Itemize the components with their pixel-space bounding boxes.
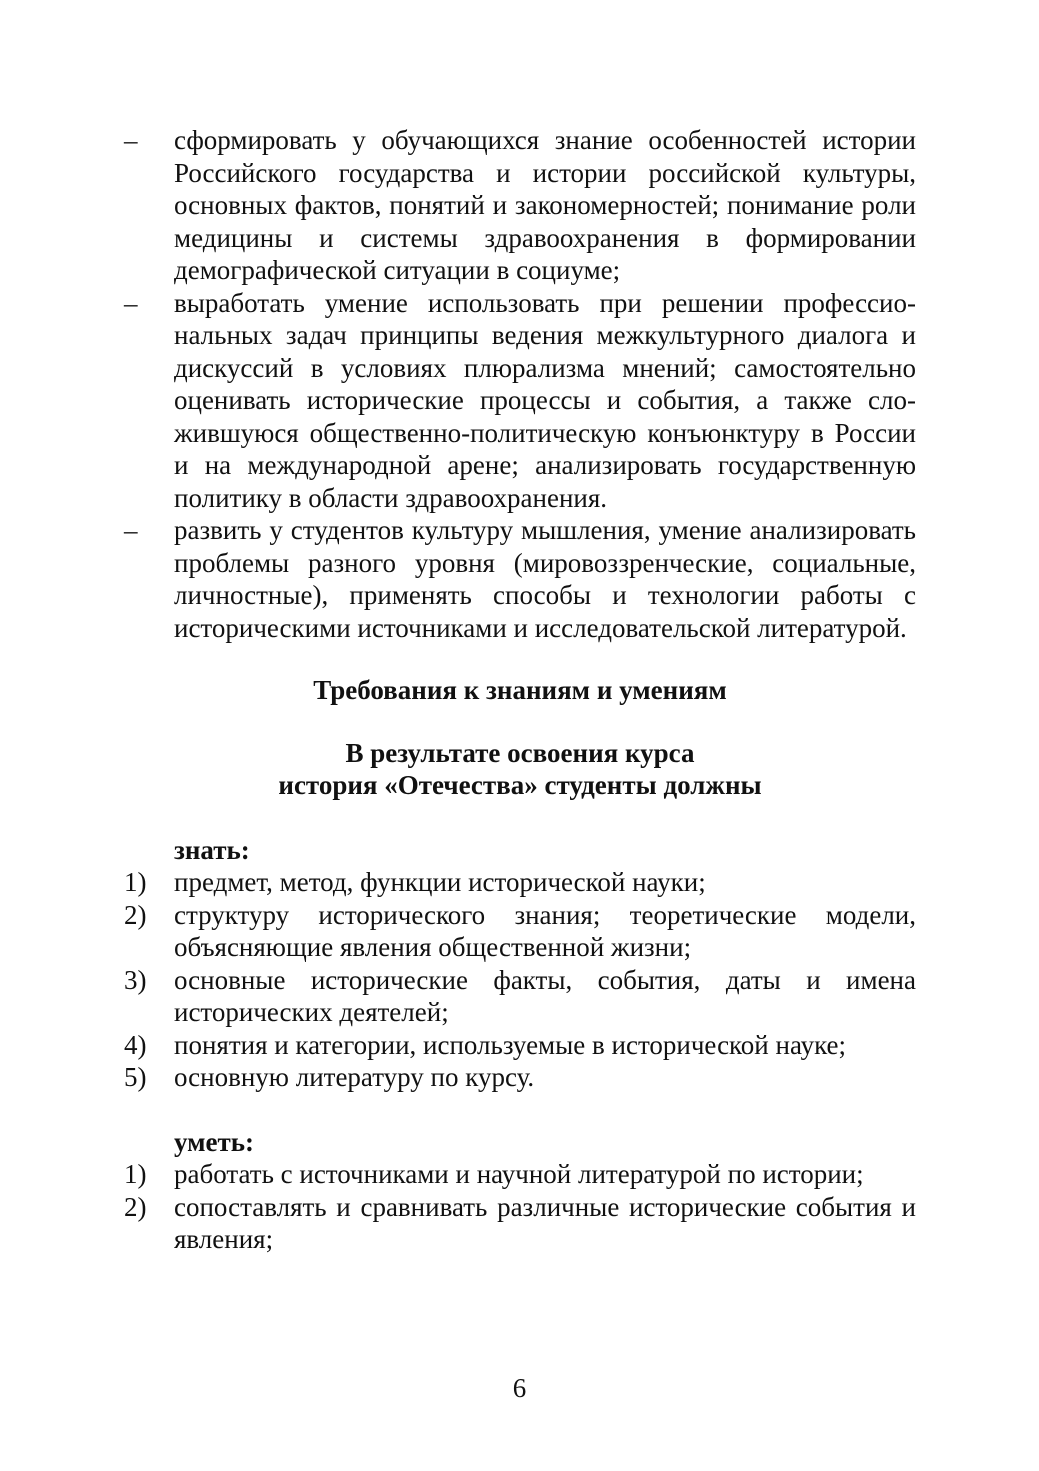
know-list-item [124, 899, 916, 964]
be-able-list-item [124, 1191, 916, 1256]
list-item-text: сопоставлять и сравнивать различные исторические события и явления; [174, 1191, 916, 1254]
goal-list-item [124, 514, 916, 644]
list-number: 4) [124, 1029, 147, 1060]
list-item-text: предмет, метод, функции исторической науки; [174, 867, 706, 897]
be-able-list-item [124, 1158, 916, 1191]
result-heading [124, 737, 916, 802]
be-able-label: уметь: [174, 1126, 255, 1157]
list-item-text: структуру исторического знания; теоретические модели, объясняющие явления общественной жизни; [174, 899, 916, 962]
list-item-text: основную литературу по курсу. [174, 1062, 535, 1092]
requirements-heading: Требования к знаниям и умениям [313, 675, 727, 705]
goal-text: развить у студентов культуру мышления, умение анализировать проблемы разного уровня (мировоззренческие, социальные, личностные), применять способы и технологии работы с историческими источниками и исследовательской литературой. [174, 515, 916, 643]
know-list-item [124, 866, 916, 899]
list-number: 1) [124, 1159, 147, 1189]
goal-list-item [124, 287, 916, 515]
know-list-item [124, 1061, 916, 1094]
list-number: 2) [124, 899, 147, 930]
list-number: 2) [124, 1191, 147, 1222]
list-item-text: понятия и категории, используемые в исторической науке; [174, 1029, 846, 1060]
list-number: 3) [124, 964, 147, 995]
page-content [124, 124, 916, 1256]
result-heading-line: история «Отечества» студенты должны [278, 770, 762, 800]
know-list-item [124, 1029, 916, 1062]
page-number: 6 [512, 1373, 527, 1403]
dash-marker: – [124, 125, 138, 155]
list-number: 5) [124, 1062, 147, 1092]
know-list-item [124, 964, 916, 1029]
goal-text: выработать умение использовать при решении профессиональных задач принципы ведения межкультурного диалога и дискуссий в условиях плюрализма мнений; самостоятельно оценивать исторические процессы и события, а также сложившуюся общественно-политическую конъюнктуру в России и на международной арене; анализировать государственную политику в области здравоохранения. [174, 287, 916, 513]
list-number: 1) [124, 867, 147, 897]
goal-list-item [124, 124, 916, 287]
result-heading-line: В результате освоения курса [345, 737, 695, 768]
know-label: знать: [174, 834, 250, 865]
dash-marker: – [124, 515, 138, 545]
list-item-text: основные исторические факты, события, даты и имена исторических деятелей; [174, 964, 916, 1027]
list-item-text: работать с источниками и научной литературой по истории; [174, 1159, 864, 1189]
goal-text: сформировать у обучающихся знание особенностей истории Российского государства и истории российской культуры, основных фактов, понятий и закономерностей; понимание роли медицины и системы здравоохранения в формировании демографической ситуации в социуме; [174, 125, 916, 285]
dash-marker: – [124, 287, 138, 318]
